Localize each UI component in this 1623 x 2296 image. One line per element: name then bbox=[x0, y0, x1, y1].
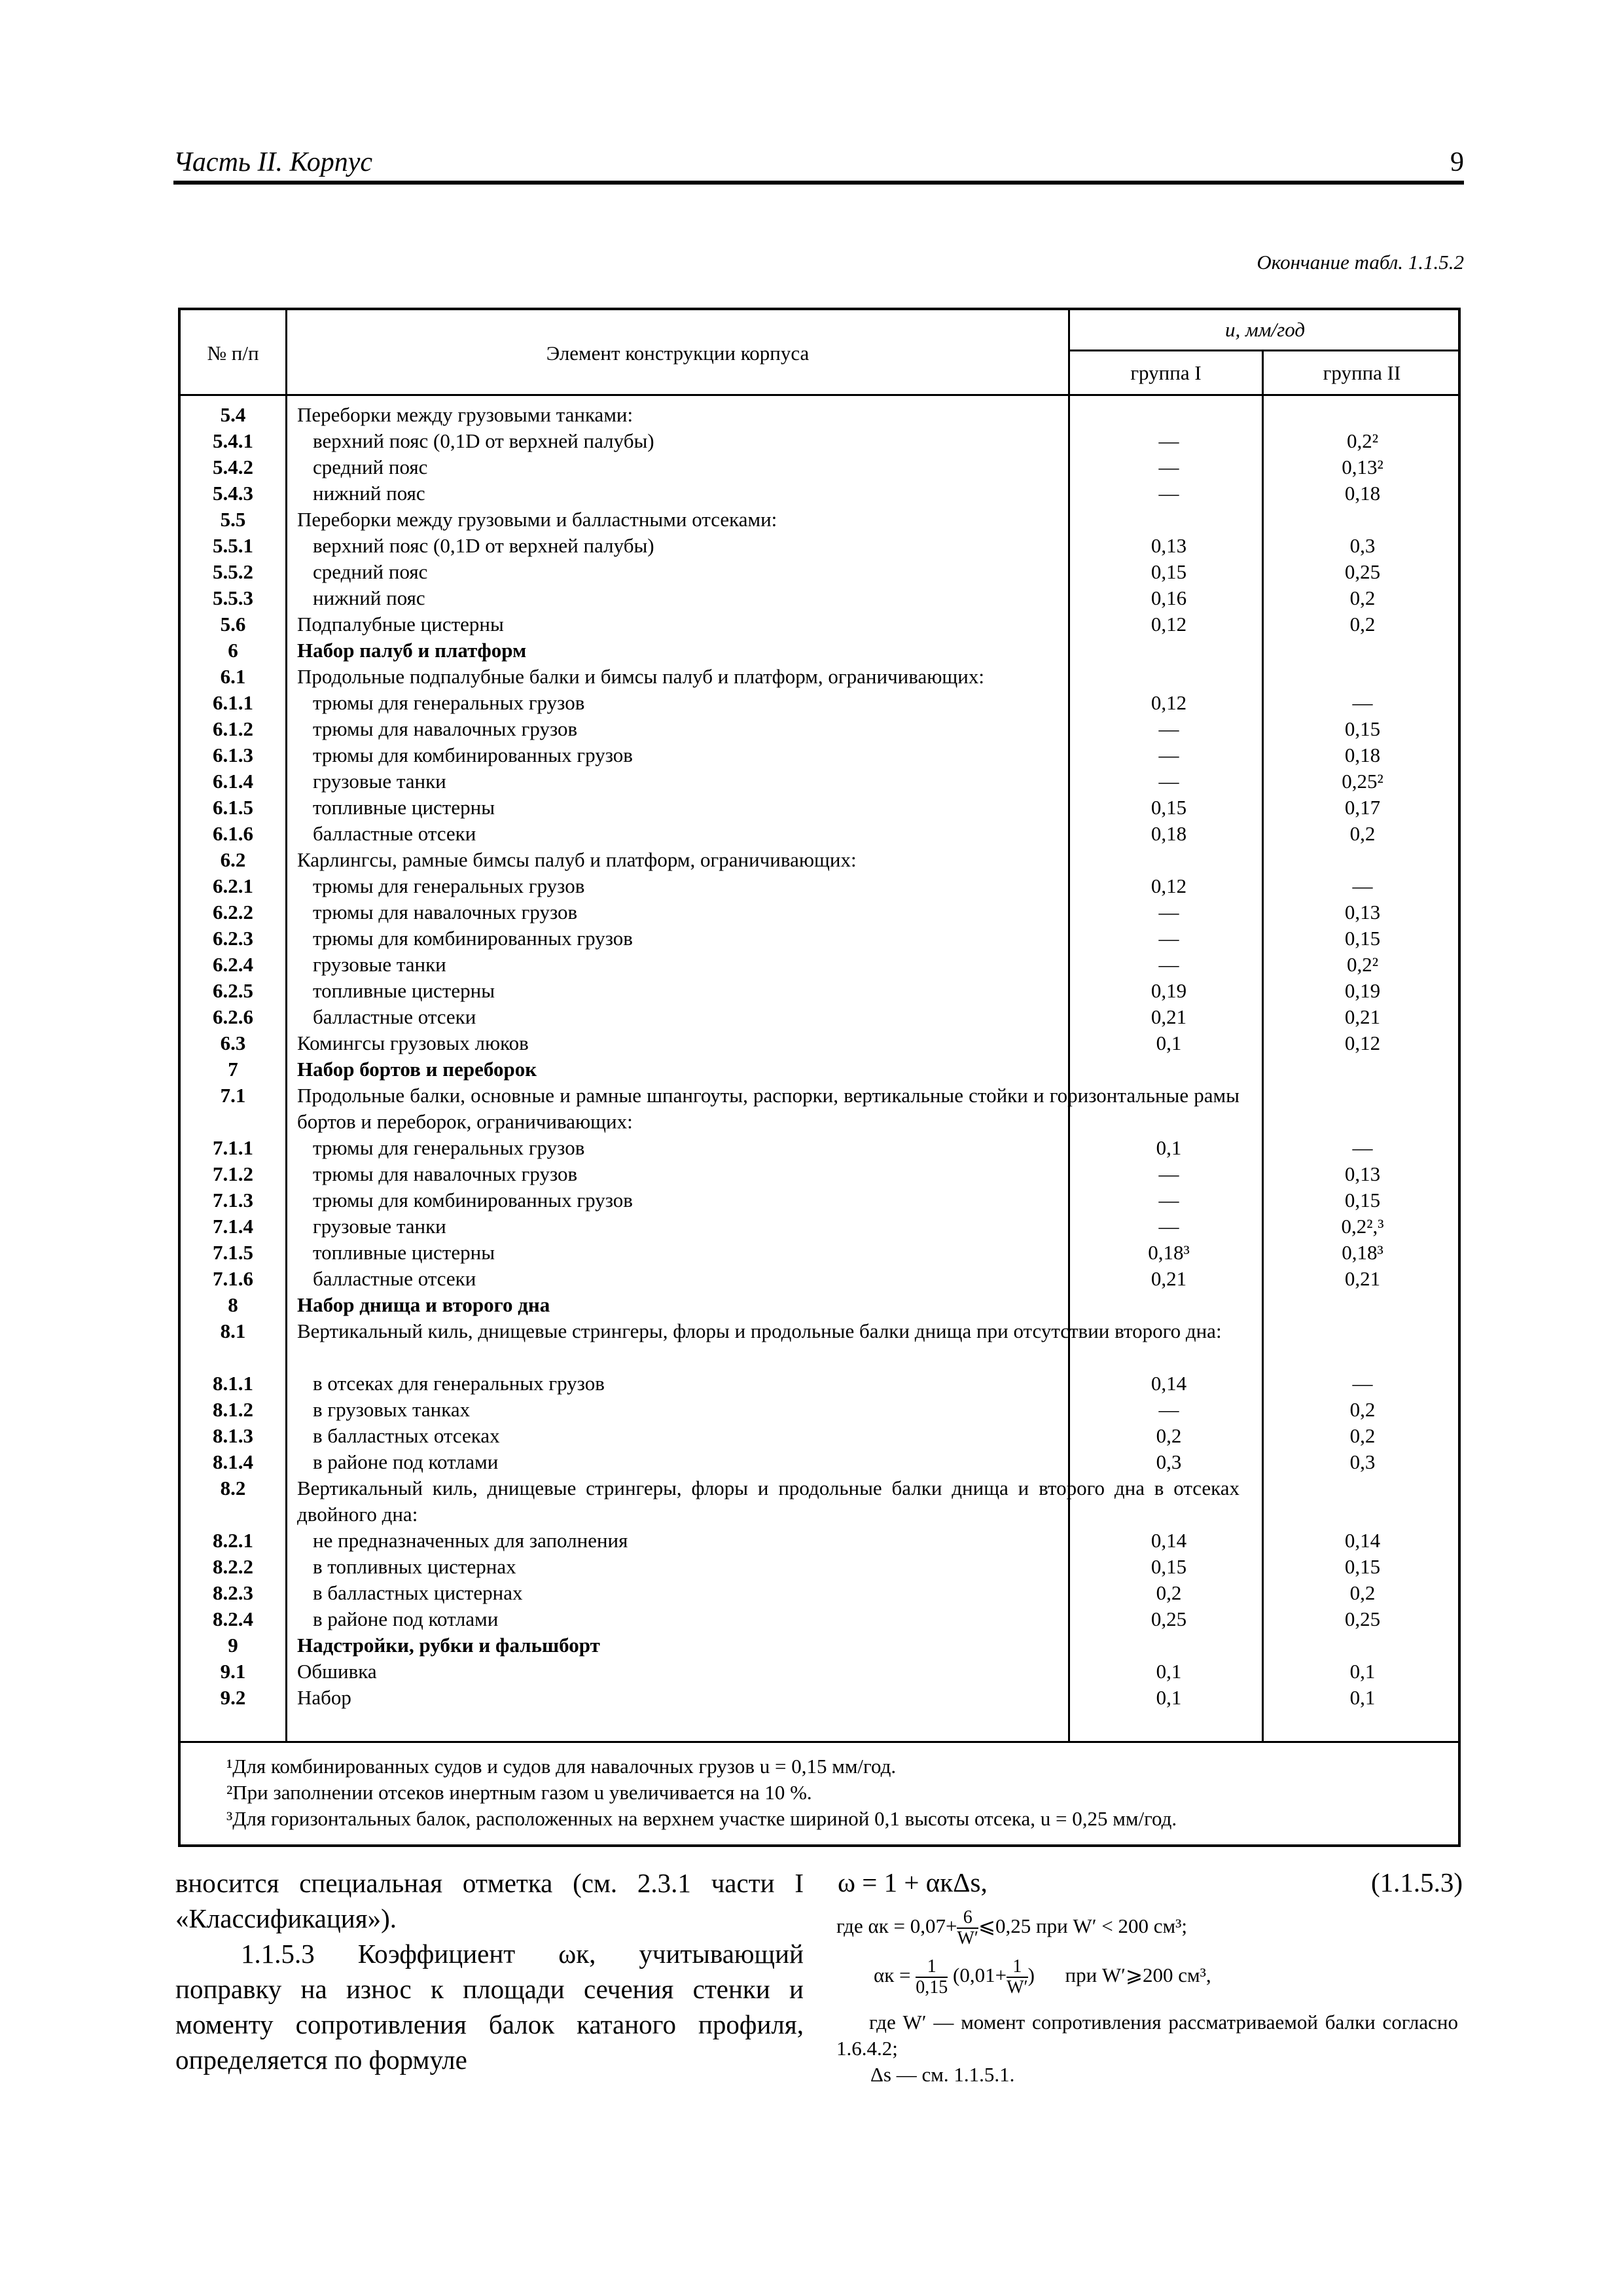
row-group-2: 0,15 bbox=[1344, 927, 1381, 950]
row-group-1: 0,21 bbox=[1150, 1267, 1187, 1290]
row-group-1: 0,3 bbox=[1156, 1450, 1182, 1473]
table-row bbox=[181, 1161, 1458, 1187]
row-number: 5.5.1 bbox=[213, 534, 253, 557]
row-group-2: 0,12 bbox=[1344, 1031, 1381, 1054]
row-element: топливные цистерны bbox=[313, 1241, 495, 1264]
table-row bbox=[181, 1580, 1458, 1606]
row-group-1: — bbox=[1158, 901, 1179, 924]
row-number: 8.2.4 bbox=[213, 1607, 253, 1630]
row-group-2: 0,13 bbox=[1344, 1162, 1381, 1185]
table-row bbox=[181, 402, 1458, 428]
row-group-2: 0,2 bbox=[1349, 613, 1376, 636]
row-number: 5.5.3 bbox=[213, 586, 253, 609]
row-number: 6.2.3 bbox=[213, 927, 253, 950]
table-row bbox=[181, 533, 1458, 559]
row-element: средний пояс bbox=[313, 560, 428, 583]
row-group-1: 0,2 bbox=[1156, 1581, 1182, 1604]
row-group-1: — bbox=[1158, 1162, 1179, 1185]
row-number: 6.1.3 bbox=[213, 744, 253, 766]
table-row bbox=[181, 1371, 1458, 1397]
row-group-2: 0,18 bbox=[1344, 744, 1381, 766]
row-group-2: 0,21 bbox=[1344, 1005, 1381, 1028]
row-group-1: — bbox=[1158, 770, 1179, 793]
row-number: 9.2 bbox=[220, 1686, 246, 1709]
header-bottom-line bbox=[181, 394, 1458, 396]
row-group-2: 0,2 bbox=[1349, 822, 1376, 845]
body-text-left bbox=[175, 1865, 804, 2077]
running-title: Часть II. Корпус bbox=[173, 147, 373, 177]
where-line-1: где αк = 0,07+ $\frac{6}{W'}$ ⩽0,25 при W′ < 200 см³; bbox=[836, 1907, 1188, 1948]
note-2: ²При заполнении отсеков инертным газом u увеличивается на 10 %. bbox=[226, 1781, 812, 1804]
row-group-1: 0,15 bbox=[1150, 1555, 1187, 1578]
row-group-2: 0,14 bbox=[1344, 1529, 1381, 1552]
table-row bbox=[181, 1554, 1458, 1580]
row-group-1: — bbox=[1158, 1215, 1179, 1238]
row-element: Обшивка bbox=[297, 1660, 377, 1683]
row-element: Набор bbox=[297, 1686, 351, 1709]
table-row bbox=[181, 480, 1458, 507]
row-number: 7.1.2 bbox=[213, 1162, 253, 1185]
table-row bbox=[181, 611, 1458, 637]
fraction: $\frac{1}{W'}$ bbox=[1007, 1956, 1028, 1998]
row-element: грузовые танки bbox=[313, 770, 446, 793]
header-subdivider bbox=[1068, 350, 1461, 351]
table-row bbox=[181, 768, 1458, 795]
table-row bbox=[181, 559, 1458, 585]
row-number: 8.2.3 bbox=[213, 1581, 253, 1604]
row-group-2: — bbox=[1352, 1372, 1373, 1395]
fraction: $\frac{1}{0,15}$ bbox=[916, 1956, 948, 1998]
row-group-1: 0,12 bbox=[1150, 691, 1187, 714]
row-element: в топливных цистернах bbox=[313, 1555, 516, 1578]
row-group-2: 0,25 bbox=[1344, 1607, 1381, 1630]
row-number: 6.1.1 bbox=[213, 691, 253, 714]
header-element: Элемент конструкции корпуса bbox=[546, 342, 810, 365]
row-group-1: 0,15 bbox=[1150, 560, 1187, 583]
table-notes bbox=[226, 1753, 1177, 1832]
row-group-2: 0,17 bbox=[1344, 796, 1381, 819]
row-number: 8.2.2 bbox=[213, 1555, 253, 1578]
row-group-1: — bbox=[1158, 927, 1179, 950]
row-element: Вертикальный киль, днищевые стрингеры, флоры и продольные балки днища при отсутствии второго дна: bbox=[297, 1319, 1222, 1342]
row-number: 8.2 bbox=[220, 1477, 246, 1499]
row-number: 6.2.1 bbox=[213, 874, 253, 897]
table-row bbox=[181, 1685, 1458, 1711]
formula: ω = 1 + αкΔs, bbox=[838, 1867, 988, 1897]
row-element: Переборки между грузовыми и балластными отсеками: bbox=[297, 508, 777, 531]
row-group-1: 0,1 bbox=[1156, 1136, 1182, 1159]
table-row bbox=[181, 1187, 1458, 1213]
table-row bbox=[181, 847, 1458, 873]
row-group-2: 0,25² bbox=[1342, 770, 1383, 793]
row-element: топливные цистерны bbox=[313, 979, 495, 1002]
table-row bbox=[181, 899, 1458, 925]
row-element: Набор палуб и платформ bbox=[297, 639, 527, 662]
row-group-2: — bbox=[1352, 1136, 1373, 1159]
row-group-1: 0,1 bbox=[1156, 1031, 1182, 1054]
row-element: средний пояс bbox=[313, 456, 428, 478]
table-row bbox=[181, 690, 1458, 716]
table-row bbox=[181, 585, 1458, 611]
row-group-2: 0,3 bbox=[1349, 1450, 1376, 1473]
table-row bbox=[181, 637, 1458, 664]
table-row bbox=[181, 1528, 1458, 1554]
row-number: 6.1.5 bbox=[213, 796, 253, 819]
row-element: трюмы для навалочных грузов bbox=[313, 717, 578, 740]
row-element: Переборки между грузовыми танками: bbox=[297, 403, 633, 426]
row-element: Карлингсы, рамные бимсы палуб и платформ, ограничивающих: bbox=[297, 848, 857, 871]
row-element: не предназначенных для заполнения bbox=[313, 1529, 628, 1552]
row-number: 6 bbox=[228, 639, 238, 662]
note-3: ³Для горизонтальных балок, расположенных на верхнем участке шириной 0,1 высоты отсека, u = 0,25 мм/год. bbox=[226, 1807, 1177, 1830]
row-element: в балластных отсеках bbox=[313, 1424, 500, 1447]
where-line-4: Δs — см. 1.1.5.1. bbox=[870, 2063, 1015, 2086]
row-element: балластные отсеки bbox=[313, 1267, 476, 1290]
row-number: 6.2.5 bbox=[213, 979, 253, 1002]
where-line-3: где W′ — момент сопротивления рассматриваемой балки согласно 1.6.4.2; bbox=[836, 2011, 1458, 2060]
row-group-2: — bbox=[1352, 691, 1373, 714]
row-element: топливные цистерны bbox=[313, 796, 495, 819]
row-number: 8.1 bbox=[220, 1319, 246, 1342]
row-element: в грузовых танках bbox=[313, 1398, 471, 1421]
row-group-1: 0,21 bbox=[1150, 1005, 1187, 1028]
row-number: 5.6 bbox=[220, 613, 246, 636]
row-element: трюмы для навалочных грузов bbox=[313, 1162, 578, 1185]
row-element: балластные отсеки bbox=[313, 822, 476, 845]
row-group-1: 0,12 bbox=[1150, 613, 1187, 636]
row-element: трюмы для генеральных грузов bbox=[313, 874, 585, 897]
table-body bbox=[181, 402, 1458, 1711]
row-group-1: — bbox=[1158, 482, 1179, 505]
row-number: 6.1 bbox=[220, 665, 246, 688]
row-group-1: 0,18³ bbox=[1148, 1241, 1190, 1264]
row-number: 6.2.2 bbox=[213, 901, 253, 924]
row-group-2: 0,13 bbox=[1344, 901, 1381, 924]
row-number: 7 bbox=[228, 1058, 238, 1081]
row-group-1: 0,18 bbox=[1150, 822, 1187, 845]
table-row bbox=[181, 1135, 1458, 1161]
row-group-1: 0,19 bbox=[1150, 979, 1187, 1002]
row-number: 6.1.2 bbox=[213, 717, 253, 740]
row-group-1: 0,2 bbox=[1156, 1424, 1182, 1447]
row-group-1: 0,13 bbox=[1150, 534, 1187, 557]
row-element: Продольные балки, основные и рамные шпангоуты, распорки, вертикальные стойки и горизонтальные рамы бортов и переборок, ограничивающих: bbox=[297, 1084, 1240, 1133]
row-group-1: — bbox=[1158, 953, 1179, 976]
row-group-1: — bbox=[1158, 456, 1179, 478]
row-group-2: 0,15 bbox=[1344, 1189, 1381, 1211]
table-row bbox=[181, 1266, 1458, 1292]
page-header bbox=[173, 144, 1464, 185]
row-number: 7.1.3 bbox=[213, 1189, 253, 1211]
row-number: 5.4 bbox=[220, 403, 246, 426]
row-element: Комингсы грузовых люков bbox=[297, 1031, 529, 1054]
row-group-2: 0,2 bbox=[1349, 586, 1376, 609]
header-group-1: группа I bbox=[1130, 361, 1202, 384]
table-row bbox=[181, 1632, 1458, 1659]
row-element: верхний пояс (0,1D от верхней палубы) bbox=[313, 534, 654, 557]
table-row bbox=[181, 1240, 1458, 1266]
row-element: трюмы для комбинированных грузов bbox=[313, 1189, 633, 1211]
note-1: ¹Для комбинированных судов и судов для навалочных грузов u = 0,15 мм/год. bbox=[226, 1755, 897, 1778]
row-number: 9.1 bbox=[220, 1660, 246, 1683]
table-row bbox=[181, 1423, 1458, 1449]
row-group-2: 0,19 bbox=[1344, 979, 1381, 1002]
table-row bbox=[181, 795, 1458, 821]
row-group-2: — bbox=[1352, 874, 1373, 897]
table-row bbox=[181, 716, 1458, 742]
table-row bbox=[181, 1056, 1458, 1083]
row-element: в районе под котлами bbox=[313, 1450, 499, 1473]
row-group-2: 0,13² bbox=[1342, 456, 1383, 478]
row-element: в балластных цистернах bbox=[313, 1581, 523, 1604]
row-group-2: 0,3 bbox=[1349, 534, 1376, 557]
wear-rate-table bbox=[178, 308, 1461, 1847]
row-number: 7.1.5 bbox=[213, 1241, 253, 1264]
row-element: трюмы для комбинированных грузов bbox=[313, 927, 633, 950]
row-group-2: 0,2 bbox=[1349, 1424, 1376, 1447]
fraction: $\frac{6}{W'}$ bbox=[957, 1907, 979, 1948]
row-number: 5.4.3 bbox=[213, 482, 253, 505]
row-number: 8.2.1 bbox=[213, 1529, 253, 1552]
row-group-1: 0,25 bbox=[1150, 1607, 1187, 1630]
row-element: Набор днища и второго дна bbox=[297, 1293, 550, 1316]
row-element: в районе под котлами bbox=[313, 1607, 499, 1630]
row-number: 5.5.2 bbox=[213, 560, 253, 583]
row-number: 8.1.2 bbox=[213, 1398, 253, 1421]
header-u: u, мм/год bbox=[1224, 318, 1306, 341]
row-group-1: 0,14 bbox=[1150, 1372, 1187, 1395]
table-row bbox=[181, 821, 1458, 847]
row-element: трюмы для навалочных грузов bbox=[313, 901, 578, 924]
row-group-2: 0,15 bbox=[1344, 1555, 1381, 1578]
table-row bbox=[181, 1606, 1458, 1632]
row-group-1: 0,14 bbox=[1150, 1529, 1187, 1552]
row-group-2: 0,1 bbox=[1349, 1686, 1376, 1709]
header-no: № п/п bbox=[207, 342, 259, 365]
row-number: 7.1.6 bbox=[213, 1267, 253, 1290]
notes-divider bbox=[181, 1741, 1458, 1743]
row-group-2: 0,15 bbox=[1344, 717, 1381, 740]
table-row bbox=[181, 1475, 1458, 1528]
table-row bbox=[181, 742, 1458, 768]
row-number: 8 bbox=[228, 1293, 238, 1316]
row-group-2: 0,2 bbox=[1349, 1581, 1376, 1604]
row-group-1: — bbox=[1158, 429, 1179, 452]
row-element: грузовые танки bbox=[313, 953, 446, 976]
row-element: Надстройки, рубки и фальшборт bbox=[297, 1634, 600, 1657]
row-number: 9 bbox=[228, 1634, 238, 1657]
row-element: Подпалубные цистерны bbox=[297, 613, 504, 636]
table-row bbox=[181, 1083, 1458, 1135]
table-row bbox=[181, 1449, 1458, 1475]
row-number: 6.2.4 bbox=[213, 953, 253, 976]
row-group-2: 0,2²,³ bbox=[1341, 1215, 1384, 1238]
row-number: 5.4.2 bbox=[213, 456, 253, 478]
row-number: 8.1.3 bbox=[213, 1424, 253, 1447]
row-number: 7.1.1 bbox=[213, 1136, 253, 1159]
row-element: в отсеках для генеральных грузов bbox=[313, 1372, 605, 1395]
row-group-2: 0,18³ bbox=[1342, 1241, 1383, 1264]
row-group-2: 0,21 bbox=[1344, 1267, 1381, 1290]
row-element: трюмы для комбинированных грузов bbox=[313, 744, 633, 766]
row-group-1: 0,12 bbox=[1150, 874, 1187, 897]
row-number: 8.1.1 bbox=[213, 1372, 253, 1395]
table-row bbox=[181, 1030, 1458, 1056]
row-group-1: — bbox=[1158, 744, 1179, 766]
row-element: нижний пояс bbox=[313, 586, 425, 609]
row-group-1: 0,16 bbox=[1150, 586, 1187, 609]
row-group-1: 0,1 bbox=[1156, 1660, 1182, 1683]
paragraph-1: вносится специальная отметка (см. 2.3.1 части I «Классификация»). bbox=[175, 1868, 804, 1933]
paragraph-2: 1.1.5.3 Коэффициент ωк, учитывающий поправку на износ к площади сечения стенки и моменту сопротивления балок катаного профиля, определяется по формуле bbox=[175, 1939, 804, 2075]
table-caption: Окончание табл. 1.1.5.2 bbox=[1257, 251, 1464, 274]
row-number: 7.1 bbox=[220, 1084, 246, 1107]
table-row bbox=[181, 1292, 1458, 1318]
row-number: 6.1.4 bbox=[213, 770, 253, 793]
header-group-2: группа II bbox=[1323, 361, 1401, 384]
row-group-1: 0,15 bbox=[1150, 796, 1187, 819]
table-row bbox=[181, 664, 1458, 690]
row-group-1: 0,1 bbox=[1156, 1686, 1182, 1709]
table-row bbox=[181, 978, 1458, 1004]
table-row bbox=[181, 1213, 1458, 1240]
row-element: нижний пояс bbox=[313, 482, 425, 505]
row-element: Вертикальный киль, днищевые стрингеры, флоры и продольные балки днища и второго дна в отсеках двойного дна: bbox=[297, 1477, 1240, 1526]
row-element: верхний пояс (0,1D от верхней палубы) bbox=[313, 429, 654, 452]
row-element: трюмы для генеральных грузов bbox=[313, 691, 585, 714]
row-element: Продольные подпалубные балки и бимсы палуб и платформ, ограничивающих: bbox=[297, 665, 984, 688]
row-number: 8.1.4 bbox=[213, 1450, 253, 1473]
table-row bbox=[181, 428, 1458, 454]
row-element: грузовые танки bbox=[313, 1215, 446, 1238]
row-group-1: — bbox=[1158, 1398, 1179, 1421]
row-element: балластные отсеки bbox=[313, 1005, 476, 1028]
row-number: 6.2 bbox=[220, 848, 246, 871]
formula-number: (1.1.5.3) bbox=[1370, 1867, 1463, 1897]
table-row bbox=[181, 1397, 1458, 1423]
where-line-2: αк = $\frac{1}{0,15}$ (0,01+ $\frac{1}{W'}$ ) при W′⩾200 см³, bbox=[874, 1956, 1211, 1998]
row-number: 6.1.6 bbox=[213, 822, 253, 845]
table-row bbox=[181, 507, 1458, 533]
row-group-2: 0,2² bbox=[1346, 953, 1379, 976]
table-row bbox=[181, 1318, 1458, 1371]
row-number: 5.5 bbox=[220, 508, 246, 531]
row-group-1: — bbox=[1158, 717, 1179, 740]
row-group-2: 0,2 bbox=[1349, 1398, 1376, 1421]
row-number: 6.3 bbox=[220, 1031, 246, 1054]
row-element: Набор бортов и переборок bbox=[297, 1058, 537, 1081]
table-row bbox=[181, 1004, 1458, 1030]
row-group-2: 0,1 bbox=[1349, 1660, 1376, 1683]
table-row bbox=[181, 952, 1458, 978]
page-number: 9 bbox=[1450, 147, 1464, 177]
row-number: 7.1.4 bbox=[213, 1215, 253, 1238]
table-row bbox=[181, 1659, 1458, 1685]
row-group-2: 0,2² bbox=[1346, 429, 1379, 452]
table-row bbox=[181, 454, 1458, 480]
row-element: трюмы для генеральных грузов bbox=[313, 1136, 585, 1159]
row-number: 5.4.1 bbox=[213, 429, 253, 452]
table-row bbox=[181, 873, 1458, 899]
table-row bbox=[181, 925, 1458, 952]
row-group-2: 0,18 bbox=[1344, 482, 1381, 505]
row-number: 6.2.6 bbox=[213, 1005, 253, 1028]
row-group-1: — bbox=[1158, 1189, 1179, 1211]
row-group-2: 0,25 bbox=[1344, 560, 1381, 583]
